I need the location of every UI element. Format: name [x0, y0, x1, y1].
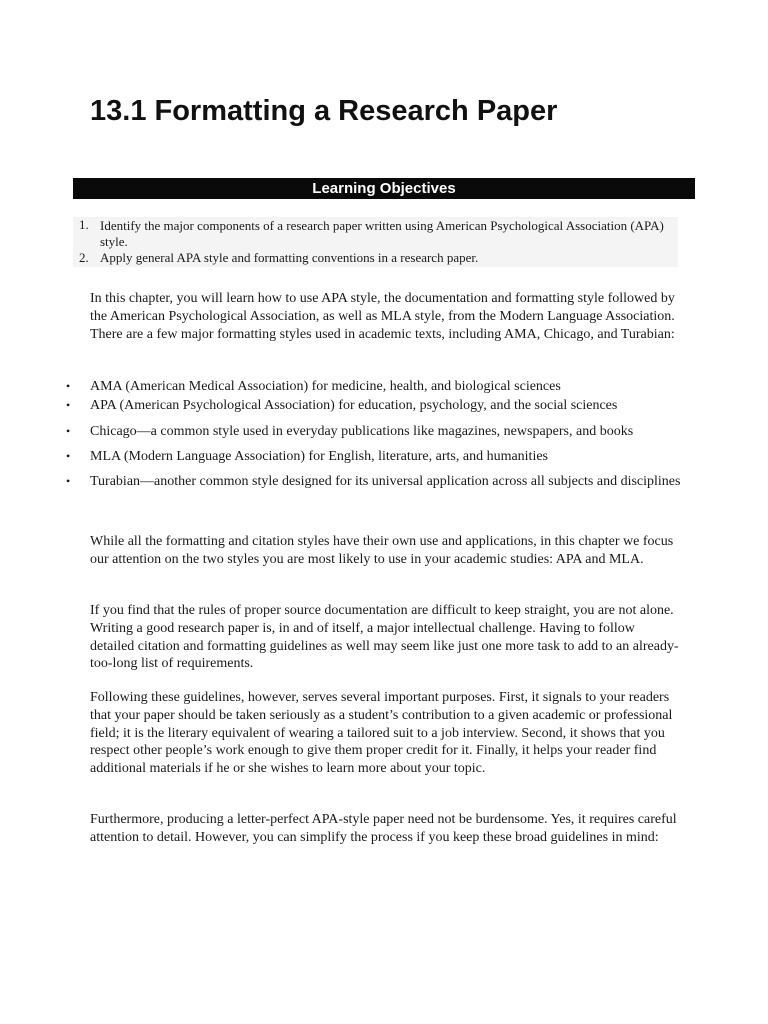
intro-paragraph: In this chapter, you will learn how to use APA style, the documentation and formatting style followed by the American Psychological Association, as well as MLA style, from the Modern Language Association. There are a few major formatting styles used in academic texts, including AMA, Chicago, and Turabian:: [90, 291, 675, 342]
list-item-text: MLA (Modern Language Association) for English, literature, arts, and humanities: [90, 448, 549, 464]
list-item: [62, 423, 682, 441]
objective-item: [73, 217, 678, 250]
bullet-icon: •: [66, 398, 71, 413]
list-item-text: Chicago—a common style used in everyday publications like magazines, newspapers, and books: [90, 423, 634, 439]
bullet-icon: •: [66, 474, 71, 489]
body-paragraph: If you find that the rules of proper source documentation are difficult to keep straight, you are not alone. Writing a good research paper is, in and of itself, a major intellectual challenge. Having to follow detailed citation and formatting guidelines as well may seem like just one more task to add to an already-too-long list of requirements.: [90, 603, 679, 672]
learning-objectives-box: [73, 217, 678, 267]
list-item-text: Turabian—another common style designed for its universal application across all subjects and disciplines: [90, 474, 681, 490]
learning-objectives-header: Learning Objectives: [73, 178, 695, 199]
list-item-text: APA (American Psychological Association) for education, psychology, and the social sciences: [90, 398, 618, 414]
style-list: [62, 378, 682, 498]
body-paragraph: Following these guidelines, however, serves several important purposes. First, it signals to your readers that your paper should be taken seriously as a student’s contribution to a given academic or professional field; it is the literary equivalent of wearing a tailored suit to a job interview. Second, it shows that you respect other people’s work enough to give them proper credit for it. Finally, it helps your reader find additional materials if he or she wishes to learn more about your topic.: [90, 690, 673, 777]
list-item: [62, 473, 682, 491]
list-item: [62, 378, 682, 396]
bullet-icon: •: [66, 423, 71, 438]
bullet-icon: •: [66, 448, 71, 463]
bullet-icon: •: [66, 379, 71, 393]
objective-text: Identify the major components of a research paper written using American Psychological Association (APA) style.: [100, 218, 664, 249]
list-item: [62, 397, 682, 415]
objective-item: [73, 250, 678, 266]
body-paragraph: Furthermore, producing a letter-perfect APA-style paper need not be burdensome. Yes, it requires careful attention to detail. However, you can simplify the process if you keep these broad guidelines in mind:: [90, 812, 677, 845]
objective-number: 2.: [79, 250, 89, 265]
list-item: [62, 448, 682, 466]
page-title: 13.1 Formatting a Research Paper: [90, 95, 558, 127]
list-item-text: AMA (American Medical Association) for medicine, health, and biological sciences: [90, 379, 561, 394]
body-paragraph: While all the formatting and citation styles have their own use and applications, in this chapter we focus our attention on the two styles you are most likely to use in your academic studies: APA and MLA.: [90, 534, 674, 567]
objective-number: 1.: [79, 217, 89, 232]
objective-text: Apply general APA style and formatting conventions in a research paper.: [100, 250, 479, 265]
learning-objectives-list: [73, 217, 678, 266]
